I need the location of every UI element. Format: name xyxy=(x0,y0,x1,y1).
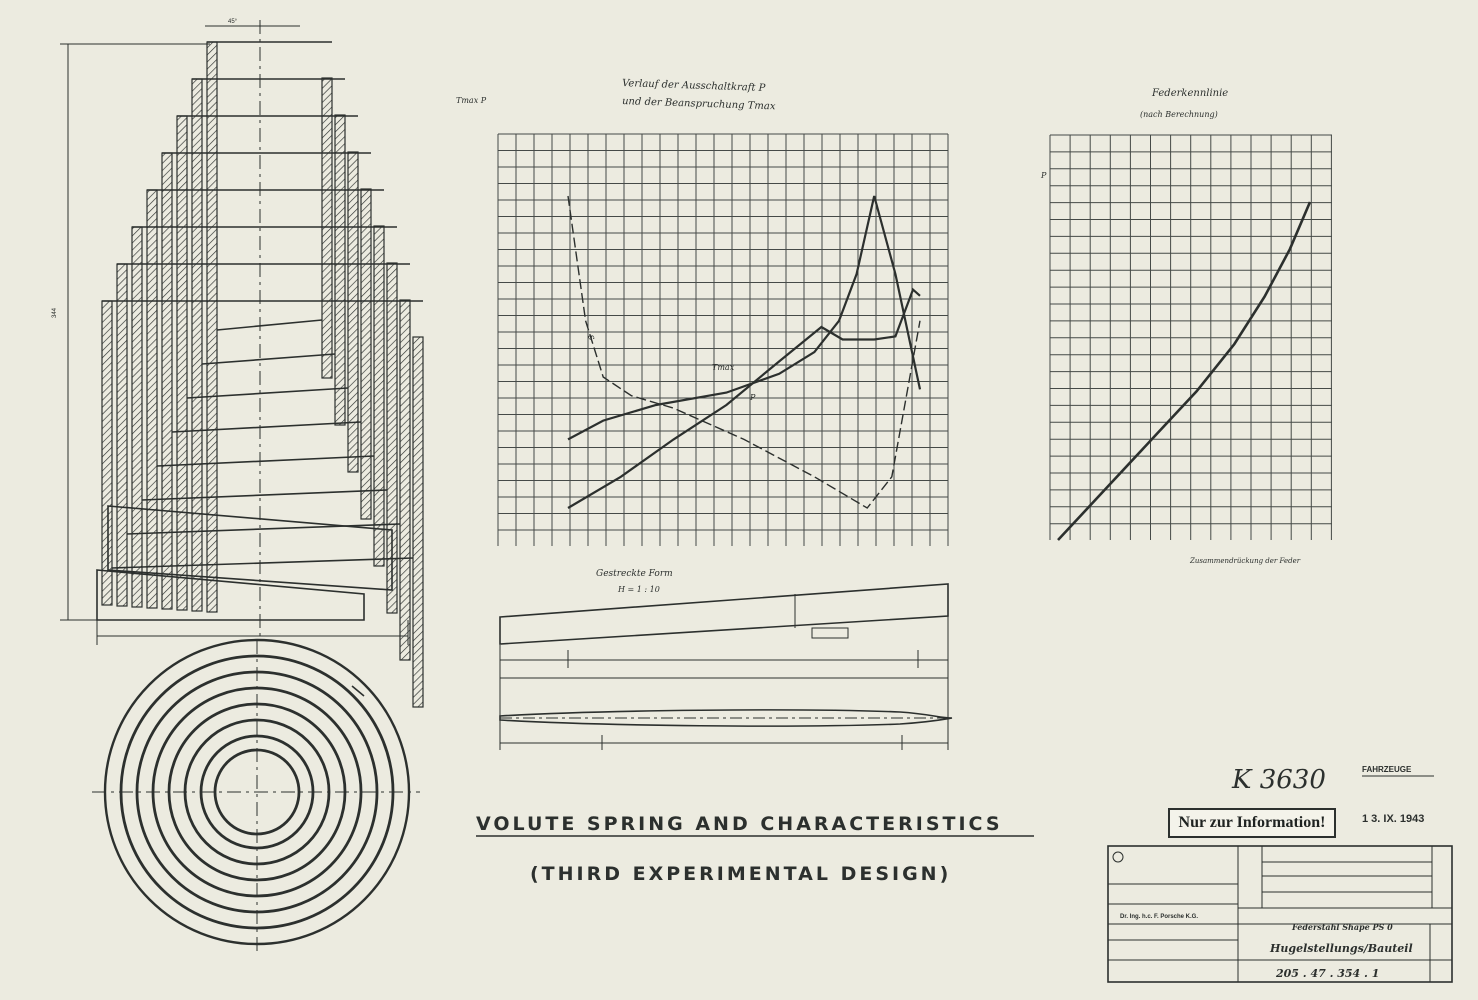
top-dimension: 45° xyxy=(228,19,238,25)
spring-coil-band xyxy=(202,354,335,364)
series-line-2 xyxy=(568,196,920,508)
spring-top-view xyxy=(92,640,420,955)
chart2-title: Federkennlinie xyxy=(1152,88,1229,99)
spring-wall-right xyxy=(361,189,371,519)
spring-wall-left xyxy=(102,301,112,605)
series-label-tmax: Tmax xyxy=(712,363,735,372)
title-block xyxy=(1108,846,1452,982)
spring-wall-right xyxy=(335,115,345,425)
spring-wall-right xyxy=(322,78,332,378)
unrolled-label: Gestreckte Form xyxy=(596,569,673,579)
chart2-ylabel: P xyxy=(1041,171,1047,180)
information-stamp xyxy=(1168,808,1336,838)
spring-characteristic-chart xyxy=(1040,88,1332,565)
series-label-s: s xyxy=(585,333,598,342)
stamp-text: Nur zur Information! xyxy=(1178,814,1326,831)
spring-wall-left xyxy=(162,153,172,609)
chart1-ylabel: Tmax P xyxy=(456,96,487,105)
height-dimension: 344 xyxy=(52,307,58,318)
drawing-title: VOLUTE SPRING AND CHARACTERISTICS xyxy=(476,813,1003,835)
part-name: Hugelstellungs/Bauteil xyxy=(1270,942,1413,955)
chart2-subtitle: (nach Berechnung) xyxy=(1140,110,1218,119)
chart2-xlabel: Zusammendrückung der Feder xyxy=(1190,557,1301,565)
spring-wall-right xyxy=(400,300,410,660)
stamp-date: 1 3. IX. 1943 xyxy=(1362,813,1425,825)
unrolled-ratio: H = 1 : 10 xyxy=(618,585,660,594)
force-stress-chart xyxy=(456,78,948,546)
series-line-1 xyxy=(568,290,920,508)
spring-side-view xyxy=(52,19,423,707)
company-name: Dr. Ing. h.c. F. Porsche K.G. xyxy=(1120,914,1199,920)
material-name: Federstahl Shape PS 0 xyxy=(1292,922,1393,932)
spring-wall-left xyxy=(117,264,127,606)
spring-wall-left xyxy=(147,190,157,608)
characteristic-curve xyxy=(1058,202,1310,540)
unrolled-strip xyxy=(500,569,952,750)
spring-wall-right xyxy=(348,152,358,472)
chart1-subtitle: und der Beanspruchung Tmax xyxy=(621,96,776,113)
spring-wall-left xyxy=(132,227,142,607)
spring-coil-band xyxy=(217,320,322,330)
spring-coil-band xyxy=(157,456,374,466)
spring-wall-left xyxy=(207,42,217,612)
fahrzeuge-label: FAHRZEUGE xyxy=(1362,765,1412,774)
series-label-p: P xyxy=(750,393,756,402)
spring-wall-right xyxy=(413,337,423,707)
part-number: 205 . 47 . 354 . 1 xyxy=(1276,967,1380,980)
drawing-number: K 3630 xyxy=(1232,765,1326,795)
chart1-title: Verlauf der Ausschaltkraft P xyxy=(621,78,766,95)
drawing-subtitle: (THIRD EXPERIMENTAL DESIGN) xyxy=(530,863,952,885)
spring-wall-right xyxy=(374,226,384,566)
